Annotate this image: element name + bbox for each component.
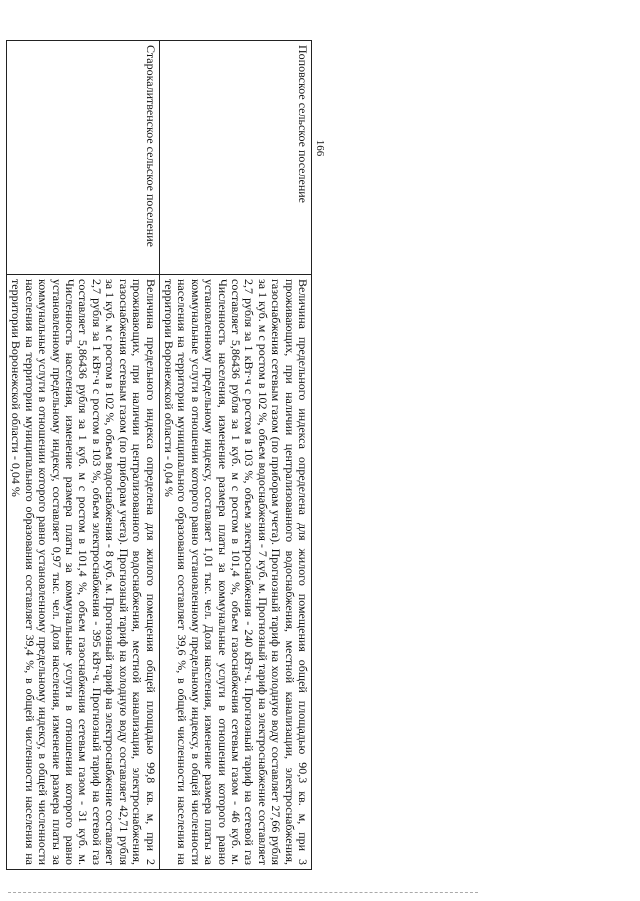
- page-number: 166: [314, 139, 326, 157]
- index-description-cell: Величина предельного индекса определена для жилого помещения общей площадью 99,8 кв. м, при 2 проживающих, при наличии централизованного водоснабжения, местной канализации, электроснабжения, газоснабжения сетевым газом (по приборам учета). Прогнозный тариф на холодную воду составляет 42,71 рубля за 1 куб. м с ростом в 102 %, объем водоснабжения - 8 куб. м. Прогнозный тариф на электроснабжение составляет 2,7 рубля за 1 кВт·ч с ростом в 103 %, объем электроснабжения - 395 кВт·ч. Прогнозный тариф на сетевой газ составляет 5,86436 рубля за 1 куб. м с ростом в 101,4 %, объем газоснабжения сетевым газом - 31 куб. м. Численность населения, изменение размера платы за коммунальные услуги в отношении которого равно установленному предельному индексу, составляет 0,97 тыс. чел. Доля населения, изменение размера платы за коммунальные услуги в отношении которого равно установленному предельному индексу, в общей численности населения на территории муниципального образования составляет 39,4 %, в общей численности населения на территории Воронежской области - 0,04 %: [7, 275, 159, 870]
- rotated-table-wrapper: [9, 40, 312, 870]
- table-row: [7, 41, 159, 870]
- table-row: [159, 41, 311, 870]
- scan-edge-divider: [8, 892, 478, 893]
- settlement-name-cell: Поповское сельское поселение: [159, 41, 311, 275]
- index-table: [6, 40, 312, 870]
- index-description-cell: Величина предельного индекса определена для жилого помещения общей площадью 90,3 кв. м, при 3 проживающих, при наличии централизованного водоснабжения, местной канализации, электроснабжения, газоснабжения сетевым газом (по приборам учета). Прогнозный тариф на холодную воду составляет 27,66 рубля за 1 куб. м с ростом в 102 %, объем водоснабжения - 7 куб. м. Прогнозный тариф на электроснабжение составляет 2,7 рубля за 1 кВт·ч с ростом в 103 %, объем электроснабжения - 240 кВт·ч. Прогнозный тариф на сетевой газ составляет 5,86436 рубля за 1 куб. м с ростом в 101,4 %, объем газоснабжения сетевым газом - 46 куб. м. Численность населения, изменение размера платы за коммунальные услуги в отношении которого равно установленному предельному индексу, составляет 1,01 тыс. чел. Доля населения, изменение размера платы за коммунальные услуги в отношении которого равно установленному предельному индексу, в общей численности населения на территории муниципального образования составляет 39,6 %, в общей численности населения на территории Воронежской области - 0,04 %: [159, 275, 311, 870]
- settlement-name-cell: Старокалитвенское сельское поселение: [7, 41, 159, 275]
